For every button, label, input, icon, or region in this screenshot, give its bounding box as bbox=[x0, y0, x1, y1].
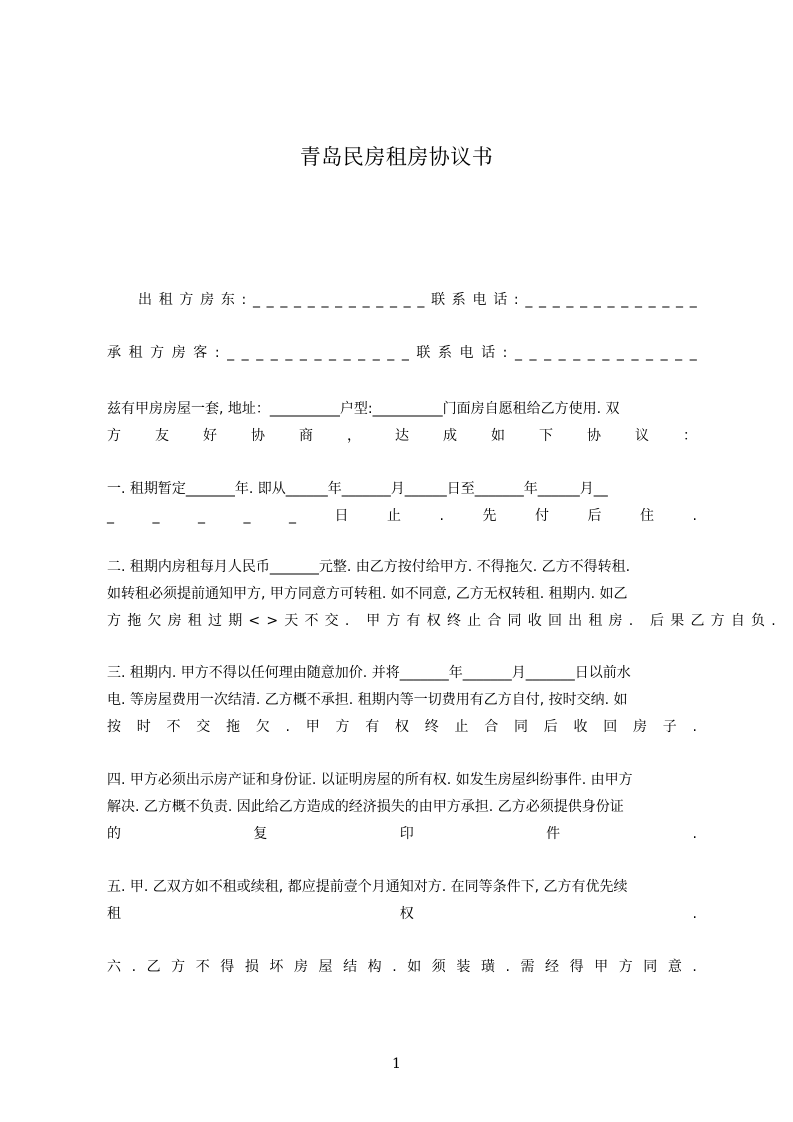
justified-word: 屋 bbox=[318, 959, 333, 975]
justified-word: . bbox=[505, 959, 510, 975]
clause-3-line-3 bbox=[107, 714, 697, 741]
spaced-char: _ bbox=[587, 345, 595, 361]
spaced-char: _ bbox=[335, 292, 343, 308]
justified-word: _ bbox=[107, 508, 114, 524]
spaced-char: _ bbox=[621, 292, 629, 308]
clause-2-line-2: 如转租必须提前通知甲方, 甲方同意方可转租. 如不同意, 乙方无权转租. 租期内. 如乙 bbox=[107, 586, 628, 602]
document-title: 青岛民房租房协议书 bbox=[299, 145, 494, 169]
justified-word: 方 bbox=[171, 959, 186, 975]
justified-word: 方 bbox=[335, 719, 350, 735]
justified-word: . bbox=[692, 719, 697, 735]
spaced-char: 系 bbox=[437, 345, 452, 361]
spaced-char: _ bbox=[566, 292, 574, 308]
justified-word: ： bbox=[683, 428, 697, 444]
clause-3-line-2: 电. 等房屋费用一次结清. 乙方概不承担. 租期内等一切费用有乙方自付, 按时交纳. 如 bbox=[107, 692, 628, 708]
spaced-char: 联 bbox=[431, 292, 446, 308]
justified-word: 须 bbox=[431, 959, 446, 975]
justified-word: _ bbox=[152, 508, 160, 524]
justified-word: 后 bbox=[587, 508, 602, 524]
spaced-char: _ bbox=[299, 345, 307, 361]
justified-word: 甲 bbox=[594, 959, 609, 975]
intro-paragraph bbox=[107, 396, 697, 450]
justified-word: 复 bbox=[253, 826, 268, 842]
spaced-char: _ bbox=[403, 292, 411, 308]
spaced-char: _ bbox=[343, 345, 351, 361]
justified-word: 住 bbox=[639, 508, 654, 524]
justified-word: 日 bbox=[334, 508, 349, 524]
justified-word: 房 bbox=[632, 719, 647, 735]
justified-word: 好 bbox=[203, 428, 217, 444]
justified-word: 得 bbox=[220, 959, 235, 975]
spaced-char: _ bbox=[389, 292, 397, 308]
justified-word: . bbox=[692, 826, 697, 842]
justified-word: 止 bbox=[387, 508, 401, 524]
justified-word: . bbox=[692, 906, 697, 922]
justified-word: . bbox=[392, 959, 397, 975]
landlord-paragraph bbox=[107, 287, 697, 314]
justified-word: . bbox=[692, 508, 697, 524]
justified-word: 成 bbox=[443, 428, 457, 444]
justified-word: 需 bbox=[520, 959, 535, 975]
justified-word: 如 bbox=[491, 428, 505, 444]
justified-word: 经 bbox=[545, 959, 560, 975]
clause-4-line-1: 四. 甲方必须出示房产证和身份证. 以证明房屋的所有权. 如发生房屋纠纷事件. 由甲方 bbox=[107, 772, 633, 788]
spaced-char: _ bbox=[580, 292, 588, 308]
clause-2-line-1: 二. 租期内房租每月人民币_______元整. 由乙方按付给甲方. 不得拖欠. 乙方不得转租. bbox=[107, 559, 631, 575]
spaced-char: _ bbox=[348, 292, 356, 308]
spaced-char: 出 bbox=[138, 292, 152, 308]
spaced-char: _ bbox=[321, 292, 329, 308]
spaced-char: _ bbox=[514, 345, 522, 361]
tenant-line bbox=[107, 340, 697, 367]
justified-word: 坏 bbox=[269, 959, 284, 975]
spaced-char: _ bbox=[376, 292, 384, 308]
justified-word: 结 bbox=[343, 959, 358, 975]
spaced-char: _ bbox=[401, 345, 409, 361]
justified-word: 权 bbox=[394, 719, 409, 735]
justified-word: 有 bbox=[365, 719, 380, 735]
spaced-char: _ bbox=[648, 292, 656, 308]
spaced-char: _ bbox=[660, 345, 668, 361]
justified-word: 印 bbox=[399, 826, 414, 842]
justified-word: 意 bbox=[667, 959, 682, 975]
justified-word: 付 bbox=[534, 508, 549, 524]
spaced-char: _ bbox=[602, 345, 610, 361]
spaced-char: : bbox=[241, 292, 247, 308]
justified-word: 同 bbox=[513, 719, 528, 735]
intro-line-1: 兹有甲房房屋一套, 地址：__________户型:__________门面房自愿租给乙方使用. 双 bbox=[107, 401, 620, 417]
spaced-char: 方 bbox=[179, 292, 194, 308]
justified-word: 友 bbox=[155, 428, 169, 444]
spaced-char: _ bbox=[539, 292, 547, 308]
landlord-line bbox=[107, 287, 697, 314]
spaced-char: 租 bbox=[128, 345, 143, 361]
justified-word: 达 bbox=[395, 428, 409, 444]
spaced-char: _ bbox=[270, 345, 278, 361]
intro-line-2 bbox=[107, 423, 697, 450]
justified-word: 协 bbox=[587, 428, 601, 444]
justified-word: 权 bbox=[399, 906, 414, 922]
justified-word: 乙 bbox=[146, 959, 161, 975]
spaced-char: 客 bbox=[193, 345, 208, 361]
spaced-char: _ bbox=[314, 345, 322, 361]
spaced-char: 方 bbox=[150, 345, 165, 361]
spaced-char: _ bbox=[227, 345, 235, 361]
clause-4-line-2: 解决. 乙方概不负责. 因此给乙方造成的经济损失的由甲方承担. 乙方必须提供身份证 bbox=[107, 799, 624, 815]
clause-3-line-1: 三. 租期内. 甲方不得以任何理由随意加价. 并将_______年_______月_______日以前水 bbox=[107, 665, 631, 681]
spaced-char: 租 bbox=[158, 292, 173, 308]
justified-word: 下 bbox=[539, 428, 553, 444]
justified-word: 如 bbox=[407, 959, 422, 975]
spaced-char: _ bbox=[689, 345, 697, 361]
clause-1-paragraph bbox=[107, 476, 697, 530]
spaced-char: 电 bbox=[459, 345, 474, 361]
spaced-char: _ bbox=[372, 345, 380, 361]
spaced-char: _ bbox=[558, 345, 566, 361]
tenant-paragraph bbox=[107, 340, 697, 367]
spaced-char: _ bbox=[329, 345, 337, 361]
justified-word: 不 bbox=[166, 719, 181, 735]
justified-word: 商 bbox=[299, 428, 313, 444]
spaced-char: _ bbox=[285, 345, 293, 361]
spaced-char: 房 bbox=[200, 292, 215, 308]
spaced-char: 话 bbox=[493, 292, 508, 308]
justified-word: 议 bbox=[635, 428, 649, 444]
clause-4-line-3 bbox=[107, 821, 697, 848]
justified-word: 得 bbox=[569, 959, 584, 975]
clause-6-line-1 bbox=[107, 954, 697, 981]
spaced-char: 承 bbox=[107, 345, 121, 361]
spaced-char: _ bbox=[417, 292, 425, 308]
spaced-char: _ bbox=[689, 292, 697, 308]
justified-word: 欠 bbox=[255, 719, 270, 735]
spaced-char: _ bbox=[552, 292, 560, 308]
justified-word: 不 bbox=[195, 959, 210, 975]
clause-5-paragraph bbox=[107, 874, 697, 928]
spaced-char: 电 bbox=[472, 292, 487, 308]
clause-5-line-1: 五. 甲. 乙双方如不租或续租, 都应提前壹个月通知对方. 在同等条件下, 乙方有优先续 bbox=[107, 879, 628, 895]
spaced-char: _ bbox=[252, 292, 260, 308]
justified-word: _ bbox=[289, 508, 296, 524]
justified-word: 租 bbox=[107, 906, 121, 922]
justified-word: . bbox=[285, 719, 290, 735]
spaced-char: _ bbox=[358, 345, 366, 361]
spaced-char: : bbox=[513, 292, 519, 308]
spaced-char: _ bbox=[631, 345, 639, 361]
spaced-char: _ bbox=[634, 292, 642, 308]
spaced-char: _ bbox=[529, 345, 537, 361]
spaced-char: _ bbox=[525, 292, 533, 308]
spaced-char: _ bbox=[544, 345, 552, 361]
justified-word: 时 bbox=[136, 719, 151, 735]
spaced-char: _ bbox=[241, 345, 249, 361]
spaced-char: _ bbox=[294, 292, 302, 308]
spaced-char: _ bbox=[616, 345, 624, 361]
clause-2-paragraph bbox=[107, 554, 782, 635]
justified-word: 回 bbox=[603, 719, 618, 735]
justified-word: 按 bbox=[107, 719, 121, 735]
clause-1-line-1: 一. 租期暂定_______年. 即从______年_______月______日至_______年______月__ bbox=[107, 481, 608, 497]
justified-word: 拖 bbox=[226, 719, 240, 735]
spaced-char: _ bbox=[607, 292, 615, 308]
justified-word: 同 bbox=[643, 959, 658, 975]
spaced-char: : bbox=[214, 345, 220, 361]
justified-word: 终 bbox=[424, 719, 439, 735]
justified-word: 璜 bbox=[480, 959, 495, 975]
clause-6-paragraph bbox=[107, 954, 697, 981]
justified-word: 合 bbox=[484, 719, 499, 735]
justified-word: 方 bbox=[618, 959, 633, 975]
spaced-char: _ bbox=[646, 345, 653, 361]
justified-word: . bbox=[439, 508, 444, 524]
justified-word: 构 bbox=[367, 959, 382, 975]
justified-word: 房 bbox=[293, 959, 308, 975]
spaced-char: _ bbox=[676, 292, 684, 308]
justified-word: . bbox=[131, 959, 137, 975]
spaced-char: _ bbox=[593, 292, 601, 308]
clause-1-line-2 bbox=[107, 503, 697, 530]
justified-word: 六 bbox=[107, 959, 121, 975]
spaced-char: _ bbox=[307, 292, 315, 308]
spaced-char: 房 bbox=[171, 345, 186, 361]
spaced-char: _ bbox=[662, 292, 670, 308]
spaced-char: 话 bbox=[481, 345, 496, 361]
justified-word: 先 bbox=[482, 508, 497, 524]
spaced-char: _ bbox=[675, 345, 683, 361]
justified-word: . bbox=[692, 959, 697, 975]
justified-word: 协 bbox=[251, 428, 265, 444]
spaced-char: : bbox=[502, 345, 508, 361]
spaced-char: _ bbox=[256, 345, 264, 361]
spaced-char: _ bbox=[280, 292, 288, 308]
justified-word: 装 bbox=[456, 959, 471, 975]
spaced-char: _ bbox=[362, 292, 370, 308]
spaced-char: 系 bbox=[451, 292, 466, 308]
justified-word: 甲 bbox=[305, 719, 320, 735]
justified-word: _ bbox=[243, 508, 251, 524]
justified-word: 的 bbox=[107, 826, 121, 842]
clause-5-line-2 bbox=[107, 901, 697, 928]
justified-word: 止 bbox=[454, 719, 469, 735]
spaced-char: _ bbox=[573, 345, 581, 361]
justified-word: 件 bbox=[546, 826, 561, 842]
spaced-char: _ bbox=[387, 345, 395, 361]
justified-word: 损 bbox=[244, 959, 259, 975]
justified-word: ， bbox=[347, 428, 361, 444]
justified-word: 后 bbox=[543, 719, 558, 735]
justified-word: 收 bbox=[573, 719, 588, 735]
spaced-char: 联 bbox=[416, 345, 431, 361]
spaced-char: 东 bbox=[220, 292, 235, 308]
justified-word: 子 bbox=[662, 719, 677, 735]
justified-word: _ bbox=[198, 508, 205, 524]
clause-4-paragraph bbox=[107, 767, 697, 848]
page-number: 1 bbox=[392, 1056, 401, 1072]
clause-2-line-3: 方拖欠房租过期<>天不交. 甲方有权终止合同收回出租房. 后果乙方自负. bbox=[107, 613, 782, 629]
clause-3-paragraph bbox=[107, 660, 697, 741]
justified-word: 交 bbox=[196, 719, 211, 735]
spaced-char: _ bbox=[266, 292, 274, 308]
justified-word: 方 bbox=[107, 428, 121, 444]
